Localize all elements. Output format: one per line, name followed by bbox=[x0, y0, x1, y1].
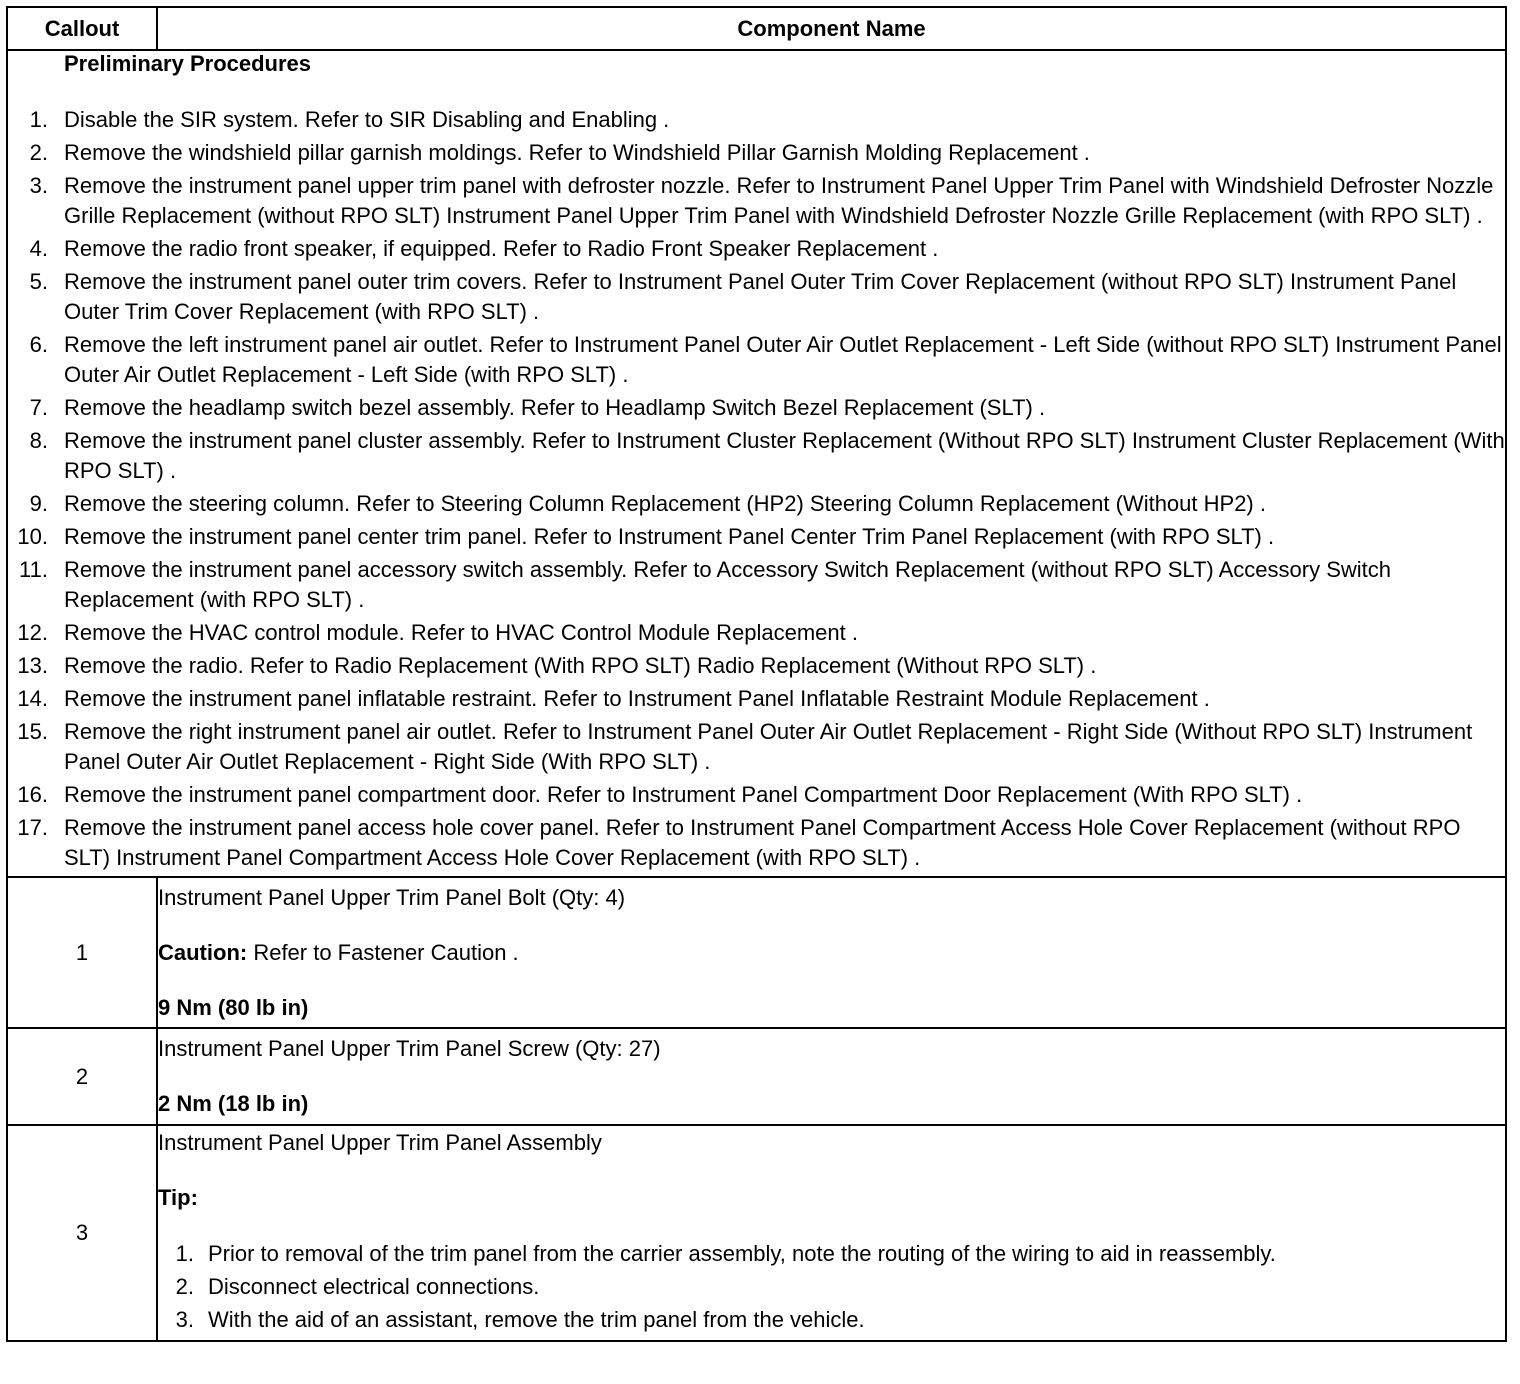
step-text: Remove the radio front speaker, if equipped. Refer to Radio Front Speaker Replacement . bbox=[64, 236, 939, 261]
step-item bbox=[8, 393, 1505, 423]
step-number: 10. bbox=[17, 524, 48, 549]
step-number: 14. bbox=[17, 686, 48, 711]
step-item bbox=[8, 813, 1505, 873]
step-number: 15. bbox=[17, 719, 48, 744]
tip-number: 1. bbox=[175, 1240, 194, 1266]
step-number: 12. bbox=[17, 620, 48, 645]
step-item bbox=[8, 426, 1505, 486]
step-text: Remove the instrument panel access hole cover panel. Refer to Instrument Panel Compartment Access Hole Cover Replacement (without RPO SLT) Instrument Panel Compartment Access Hole Cover Replacement (with RPO SLT) . bbox=[64, 815, 1461, 870]
torque-spec: 9 Nm (80 lb in) bbox=[158, 994, 309, 1020]
caution-label: Caution: bbox=[158, 939, 248, 965]
step-text: Remove the instrument panel cluster assembly. Refer to Instrument Cluster Replacement (Without RPO SLT) Instrument Cluster Replacement (With RPO SLT) . bbox=[64, 428, 1505, 483]
step-number: 17. bbox=[17, 815, 48, 840]
step-item bbox=[8, 555, 1505, 615]
step-text: Remove the left instrument panel air outlet. Refer to Instrument Panel Outer Air Outlet Replacement - Left Side (without RPO SLT) Instrument Panel Outer Air Outlet Replacement - Left Side (with RPO SLT) . bbox=[64, 332, 1502, 387]
tip-text: With the aid of an assistant, remove the trim panel from the vehicle. bbox=[208, 1306, 865, 1332]
step-number: 8. bbox=[29, 428, 48, 453]
step-text: Remove the instrument panel outer trim covers. Refer to Instrument Panel Outer Trim Cover Replacement (without RPO SLT) Instrument Panel Outer Trim Cover Replacement (with RPO SLT) . bbox=[64, 269, 1457, 324]
tip-list bbox=[158, 1239, 1505, 1335]
callout-number: 1 bbox=[7, 877, 157, 1028]
step-item bbox=[8, 489, 1505, 519]
tip-text: Disconnect electrical connections. bbox=[208, 1273, 540, 1299]
preliminary-row bbox=[7, 50, 1506, 877]
tip-label: Tip: bbox=[158, 1184, 198, 1210]
tip-item bbox=[158, 1305, 1505, 1335]
step-item bbox=[8, 171, 1505, 231]
step-item bbox=[8, 267, 1505, 327]
step-number: 2. bbox=[29, 140, 48, 165]
caution-text: Refer to Fastener Caution . bbox=[247, 939, 519, 965]
step-number: 5. bbox=[29, 269, 48, 294]
preliminary-steps-list bbox=[8, 105, 1505, 873]
step-item bbox=[8, 717, 1505, 777]
step-text: Remove the steering column. Refer to Steering Column Replacement (HP2) Steering Column Replacement (Without HP2) . bbox=[64, 491, 1266, 516]
component-cell bbox=[157, 1028, 1506, 1125]
tip-item bbox=[158, 1239, 1505, 1269]
tip-number: 2. bbox=[175, 1273, 194, 1299]
step-text: Remove the windshield pillar garnish moldings. Refer to Windshield Pillar Garnish Molding Replacement . bbox=[64, 140, 1090, 165]
step-item bbox=[8, 684, 1505, 714]
caution-note bbox=[158, 939, 1505, 967]
step-item bbox=[8, 234, 1505, 264]
step-text: Remove the radio. Refer to Radio Replacement (With RPO SLT) Radio Replacement (Without RPO SLT) . bbox=[64, 653, 1097, 678]
step-item bbox=[8, 522, 1505, 552]
step-item bbox=[8, 651, 1505, 681]
tip-text: Prior to removal of the trim panel from the carrier assembly, note the routing of the wiring to aid in reassembly. bbox=[208, 1240, 1276, 1266]
preliminary-title: Preliminary Procedures bbox=[64, 51, 312, 76]
step-number: 13. bbox=[17, 653, 48, 678]
step-number: 1. bbox=[29, 107, 48, 132]
step-text: Remove the instrument panel accessory switch assembly. Refer to Accessory Switch Replacement (without RPO SLT) Accessory Switch Replacement (with RPO SLT) . bbox=[64, 557, 1392, 612]
step-number: 16. bbox=[17, 782, 48, 807]
step-text: Remove the instrument panel upper trim panel with defroster nozzle. Refer to Instrument Panel Upper Trim Panel with Windshield Defroster Nozzle Grille Replacement (without RPO SLT) Instrument Panel Upper Trim Panel with Windshield Defroster Nozzle Grille Replacement (with RPO SLT) . bbox=[64, 173, 1494, 228]
step-text: Remove the right instrument panel air outlet. Refer to Instrument Panel Outer Air Outlet Replacement - Right Side (Without RPO SLT) Instrument Panel Outer Air Outlet Replacement - Right Side (With RPO SLT) . bbox=[64, 719, 1473, 774]
step-number: 7. bbox=[29, 395, 48, 420]
tip-item bbox=[158, 1272, 1505, 1302]
step-item bbox=[8, 138, 1505, 168]
step-text: Disable the SIR system. Refer to SIR Disabling and Enabling . bbox=[64, 107, 670, 132]
step-number: 6. bbox=[29, 332, 48, 357]
procedure-table bbox=[6, 6, 1507, 1342]
step-item bbox=[8, 105, 1505, 135]
component-cell bbox=[157, 1125, 1506, 1341]
step-text: Remove the instrument panel center trim panel. Refer to Instrument Panel Center Trim Panel Replacement (with RPO SLT) . bbox=[64, 524, 1275, 549]
table-row bbox=[7, 877, 1506, 1028]
step-number: 9. bbox=[29, 491, 48, 516]
step-item bbox=[8, 780, 1505, 810]
preliminary-cell bbox=[7, 50, 1506, 877]
callout-number: 2 bbox=[7, 1028, 157, 1125]
tip-number: 3. bbox=[175, 1306, 194, 1332]
step-number: 4. bbox=[29, 236, 48, 261]
component-name: Instrument Panel Upper Trim Panel Screw (Qty: 27) bbox=[158, 1036, 661, 1061]
callout-number: 3 bbox=[7, 1125, 157, 1341]
callout-header: Callout bbox=[7, 7, 157, 50]
step-item bbox=[8, 618, 1505, 648]
step-text: Remove the headlamp switch bezel assembly. Refer to Headlamp Switch Bezel Replacement (SLT) . bbox=[64, 395, 1046, 420]
torque-spec: 2 Nm (18 lb in) bbox=[158, 1091, 309, 1116]
step-text: Remove the HVAC control module. Refer to HVAC Control Module Replacement . bbox=[64, 620, 858, 645]
step-number: 11. bbox=[19, 557, 48, 582]
table-row bbox=[7, 1125, 1506, 1341]
component-name: Instrument Panel Upper Trim Panel Bolt (Qty: 4) bbox=[158, 884, 626, 910]
component-cell bbox=[157, 877, 1506, 1028]
header-row bbox=[7, 7, 1506, 50]
component-name: Instrument Panel Upper Trim Panel Assembly bbox=[158, 1129, 602, 1155]
component-name-header: Component Name bbox=[157, 7, 1506, 50]
step-item bbox=[8, 330, 1505, 390]
step-text: Remove the instrument panel inflatable restraint. Refer to Instrument Panel Inflatable Restraint Module Replacement . bbox=[64, 686, 1210, 711]
table-row bbox=[7, 1028, 1506, 1125]
step-text: Remove the instrument panel compartment door. Refer to Instrument Panel Compartment Door Replacement (With RPO SLT) . bbox=[64, 782, 1303, 807]
step-number: 3. bbox=[29, 173, 48, 198]
